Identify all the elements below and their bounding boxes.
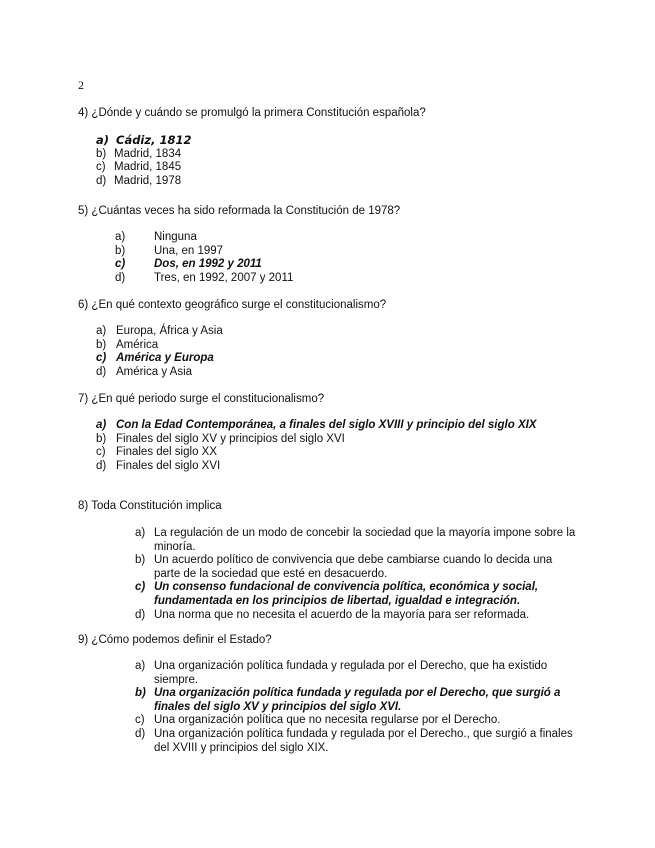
option-text: Cádiz, 1812	[116, 133, 192, 147]
option-text: Ninguna	[154, 231, 197, 243]
option-text: Una organización política que no necesita regularse por el Derecho.	[154, 714, 501, 727]
option-text: Una organización política fundada y regulada por el Derecho., que surgió a finales del XVIII y principios del siglo XIX.	[154, 727, 573, 754]
option-text: Con la Edad Contemporánea, a finales del siglo XVIII y principio del siglo XIX	[116, 419, 537, 431]
option-letter: d)	[96, 174, 107, 187]
option-8a	[135, 527, 580, 554]
option-letter: d)	[135, 608, 146, 621]
option-5a	[115, 231, 515, 245]
option-7d	[96, 460, 616, 474]
option-9d	[135, 728, 580, 755]
option-6b	[96, 339, 396, 353]
option-9c	[135, 714, 580, 728]
option-letter: b)	[135, 554, 146, 567]
option-letter: c)	[96, 161, 106, 174]
option-4b	[96, 148, 396, 162]
question-4-options	[96, 134, 396, 188]
option-letter: a)	[135, 660, 146, 672]
question-6-options	[96, 325, 396, 379]
question-9-prompt: 9) ¿Cómo podemos definir el Estado?	[78, 634, 272, 646]
option-text: Madrid, 1834	[114, 147, 182, 160]
option-letter: a)	[115, 231, 126, 243]
option-text: América	[116, 338, 159, 351]
option-letter: c)	[115, 258, 126, 271]
option-4c	[96, 161, 396, 175]
option-5d	[115, 272, 515, 286]
option-5c	[115, 258, 515, 272]
option-text: La regulación de un modo de concebir la sociedad que la mayoría impone sobre la minoría.	[154, 527, 576, 553]
option-8c	[135, 581, 580, 608]
option-text: América y Europa	[116, 352, 214, 365]
option-8d	[135, 609, 580, 623]
question-5-prompt: 5) ¿Cuántas veces ha sido reformada la Constitución de 1978?	[78, 205, 401, 217]
option-6c	[96, 352, 396, 366]
question-4-prompt: 4) ¿Dónde y cuándo se promulgó la primera Constitución española?	[78, 107, 426, 119]
option-7b	[96, 433, 616, 447]
option-letter: c)	[96, 352, 107, 365]
option-8b	[135, 554, 580, 581]
option-letter: b)	[96, 147, 107, 160]
option-letter: c)	[135, 714, 145, 727]
option-letter: a)	[96, 133, 110, 147]
page-number: 2	[78, 78, 84, 92]
option-text: Finales del siglo XVI	[116, 459, 221, 472]
question-8-options	[135, 527, 580, 622]
option-text: Europa, África y Asia	[116, 325, 223, 337]
question-8-prompt: 8) Toda Constitución implica	[78, 500, 222, 512]
question-5-options	[115, 231, 515, 285]
option-letter: b)	[115, 244, 126, 257]
option-text: Dos, en 1992 y 2011	[154, 258, 262, 271]
option-4d	[96, 175, 396, 189]
option-letter: d)	[96, 365, 107, 378]
option-text: Madrid, 1845	[114, 161, 182, 174]
option-letter: a)	[135, 527, 146, 539]
option-text: América y Asia	[116, 365, 193, 378]
question-9-options	[135, 660, 580, 755]
option-letter: c)	[96, 446, 106, 459]
option-9b	[135, 687, 580, 714]
question-7-options	[96, 419, 616, 473]
option-5b	[115, 245, 515, 259]
question-6-prompt: 6) ¿En qué contexto geográfico surge el constitucionalismo?	[78, 299, 387, 311]
option-text: Tres, en 1992, 2007 y 2011	[154, 271, 294, 284]
option-7a	[96, 419, 616, 433]
option-9a	[135, 660, 580, 687]
option-letter: b)	[96, 432, 107, 445]
option-7c	[96, 446, 616, 460]
option-letter: d)	[96, 459, 107, 472]
option-letter: b)	[135, 687, 146, 700]
option-text: Una norma que no necesita el acuerdo de la mayoría para ser reformada.	[154, 608, 530, 621]
option-6a	[96, 325, 396, 339]
option-text: Madrid, 1978	[114, 174, 182, 187]
option-letter: b)	[96, 338, 107, 351]
option-letter: a)	[96, 419, 107, 431]
option-letter: c)	[135, 581, 146, 594]
option-text: Un acuerdo político de convivencia que debe cambiarse cuando lo decida una parte de la sociedad que esté en desacuerdo.	[154, 554, 553, 580]
option-text: Finales del siglo XV y principios del siglo XVI	[116, 432, 345, 445]
option-letter: d)	[135, 727, 146, 740]
question-7-prompt: 7) ¿En qué periodo surge el constitucionalismo?	[78, 393, 325, 405]
option-letter: d)	[115, 271, 126, 284]
option-letter: a)	[96, 325, 107, 337]
option-text: Una, en 1997	[154, 244, 224, 257]
option-text: Una organización política fundada y regulada por el Derecho, que ha existido siempre.	[154, 660, 548, 686]
option-4a	[96, 134, 396, 148]
option-6d	[96, 366, 396, 380]
option-text: Finales del siglo XX	[116, 446, 217, 459]
option-text: Un consenso fundacional de convivencia política, económica y social, fundamentada en los principios de libertad, igualdad e integración.	[154, 581, 539, 607]
option-text: Una organización política fundada y regulada por el Derecho, que surgió a finales del siglo XV y principios del siglo XVI.	[154, 687, 561, 713]
